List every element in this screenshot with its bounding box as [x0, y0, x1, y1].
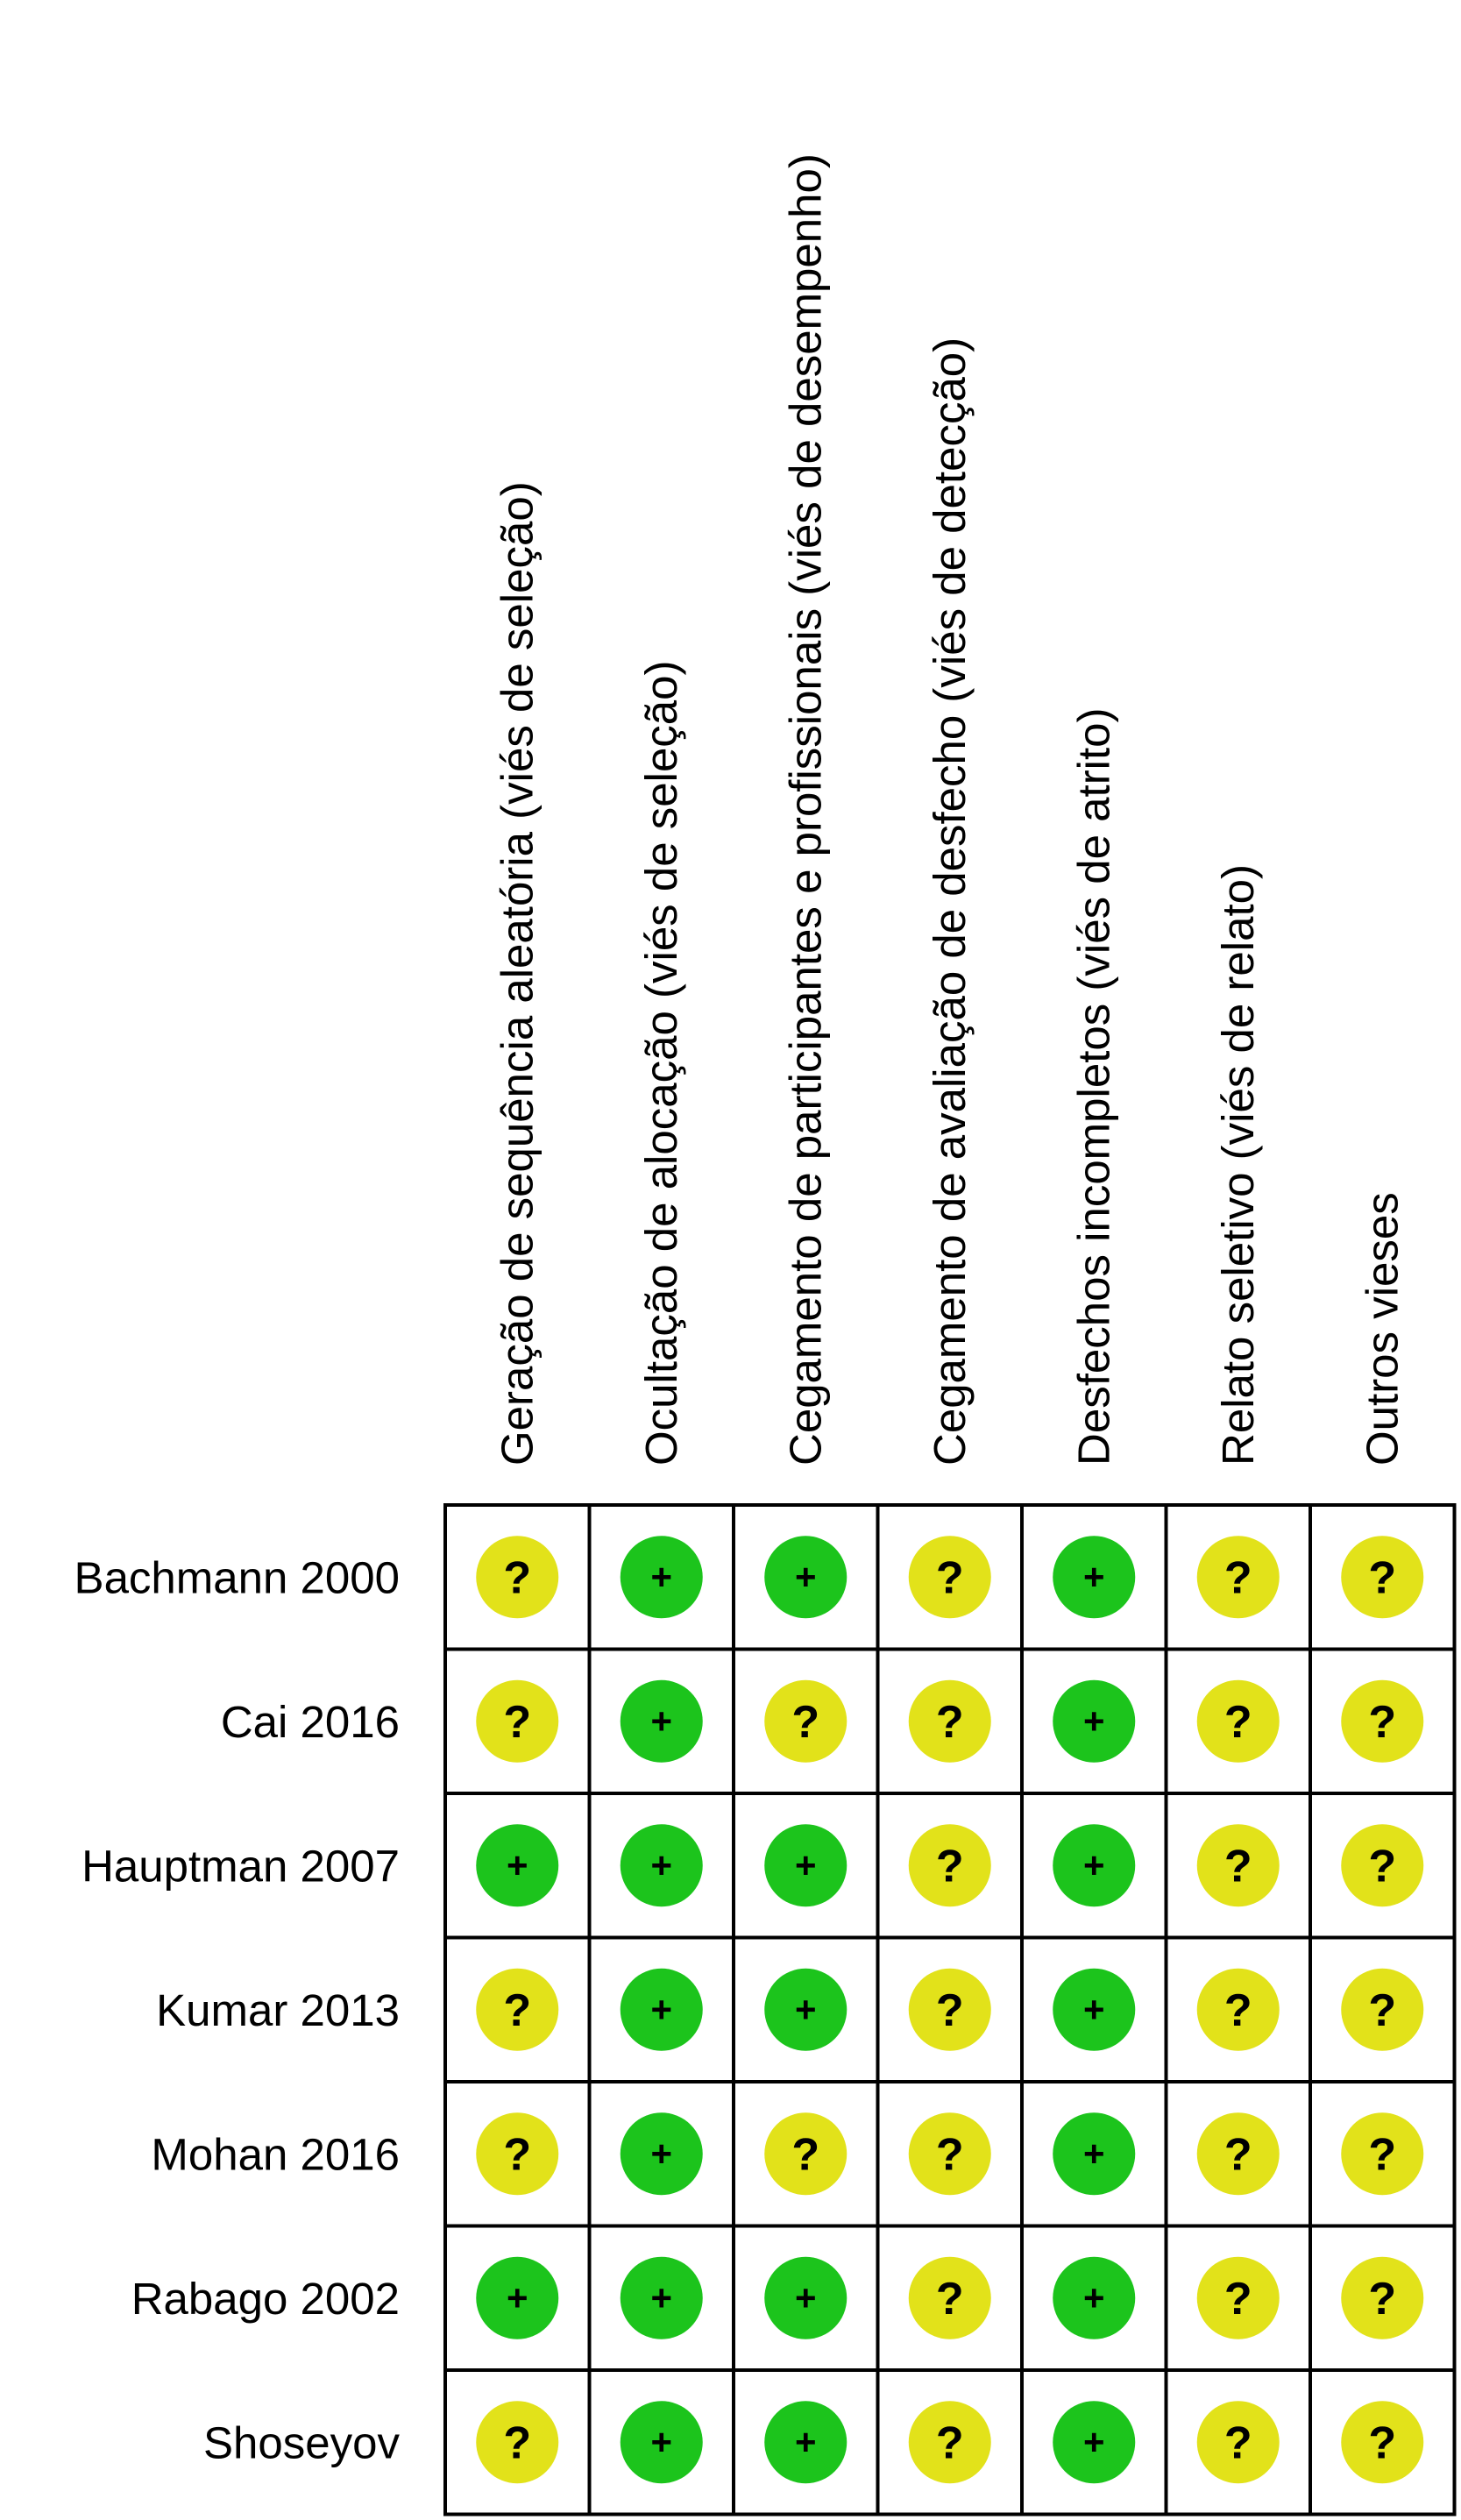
row-label-4: Kumar 2013	[156, 1984, 400, 2035]
low-risk-mark	[621, 1824, 703, 1906]
low-risk-mark	[621, 1680, 703, 1763]
risk-symbol: +	[1082, 1700, 1105, 1742]
risk-symbol: +	[650, 1844, 673, 1886]
risk-symbol: ?	[1223, 1984, 1252, 2036]
low-risk-mark	[764, 1969, 847, 2051]
risk-symbol: +	[650, 1988, 673, 2030]
unclear-risk-mark	[909, 2257, 991, 2339]
risk-symbol: ?	[503, 2129, 532, 2181]
column-label-3: Cegamento de participantes e profissionais (viés de desempenho)	[780, 153, 831, 1466]
low-risk-mark	[476, 1824, 558, 1906]
risk-symbol: +	[650, 2421, 673, 2463]
risk-symbol: ?	[1223, 2273, 1252, 2325]
column-label-6: Relato seletivo (viés de relato)	[1212, 864, 1263, 1466]
unclear-risk-mark	[909, 1536, 991, 1618]
unclear-risk-mark	[476, 1536, 558, 1618]
unclear-risk-mark	[1341, 2257, 1423, 2339]
risk-symbol: ?	[1223, 2129, 1252, 2181]
low-risk-mark	[1053, 1969, 1135, 2051]
unclear-risk-mark	[909, 1680, 991, 1763]
unclear-risk-mark	[909, 2401, 991, 2483]
risk-symbol: +	[650, 2133, 673, 2175]
risk-symbol: +	[506, 2276, 528, 2318]
risk-symbol: +	[1082, 1988, 1105, 2030]
risk-symbol: ?	[1368, 2129, 1397, 2181]
risk-symbol: ?	[503, 1552, 532, 1604]
risk-symbol: +	[650, 1556, 673, 1598]
risk-symbol: +	[506, 1844, 528, 1886]
column-label-2: Ocultação de alocação (viés de seleção)	[635, 660, 686, 1466]
low-risk-mark	[621, 1536, 703, 1618]
risk-symbol: ?	[935, 2129, 964, 2181]
risk-symbol: ?	[935, 2417, 964, 2469]
risk-symbol: +	[794, 2421, 817, 2463]
unclear-risk-mark	[764, 1680, 847, 1763]
risk-symbol: +	[794, 2276, 817, 2318]
low-risk-mark	[1053, 2401, 1135, 2483]
risk-symbol: ?	[1368, 2417, 1397, 2469]
risk-symbol: +	[650, 1700, 673, 1742]
unclear-risk-mark	[1197, 2401, 1280, 2483]
risk-symbol: ?	[1368, 2273, 1397, 2325]
low-risk-mark	[1053, 2257, 1135, 2339]
unclear-risk-mark	[476, 2401, 558, 2483]
low-risk-mark	[621, 2257, 703, 2339]
unclear-risk-mark	[1197, 1824, 1280, 1906]
risk-symbol: ?	[503, 1984, 532, 2036]
unclear-risk-mark	[476, 1969, 558, 2051]
low-risk-mark	[476, 2257, 558, 2339]
low-risk-mark	[1053, 1536, 1135, 1618]
unclear-risk-mark	[909, 2112, 991, 2195]
risk-symbol: ?	[791, 2129, 820, 2181]
risk-symbol: ?	[1223, 1696, 1252, 1748]
risk-symbol: ?	[791, 1696, 820, 1748]
risk-symbol: +	[794, 1844, 817, 1886]
row-labels	[74, 1552, 401, 2467]
low-risk-mark	[764, 1824, 847, 1906]
row-label-5: Mohan 2016	[151, 2129, 400, 2180]
low-risk-mark	[621, 2401, 703, 2483]
risk-symbol: ?	[1223, 2417, 1252, 2469]
unclear-risk-mark	[1341, 1536, 1423, 1618]
row-label-6: Rabago 2002	[131, 2273, 400, 2324]
risk-symbol: ?	[503, 2417, 532, 2469]
risk-symbol: ?	[1368, 1552, 1397, 1604]
risk-symbol: ?	[1368, 1984, 1397, 2036]
risk-symbol: ?	[935, 1984, 964, 2036]
unclear-risk-mark	[476, 1680, 558, 1763]
unclear-risk-mark	[1341, 2112, 1423, 2195]
risk-symbol: +	[1082, 2133, 1105, 2175]
unclear-risk-mark	[476, 2112, 558, 2195]
risk-symbol: +	[794, 1556, 817, 1598]
unclear-risk-mark	[1341, 1680, 1423, 1763]
unclear-risk-mark	[909, 1824, 991, 1906]
risk-symbol: +	[1082, 1556, 1105, 1598]
unclear-risk-mark	[1197, 1680, 1280, 1763]
risk-symbol: ?	[1223, 1841, 1252, 1892]
low-risk-mark	[764, 2401, 847, 2483]
column-label-4: Cegamento de avaliação de desfecho (viés de detecção)	[924, 337, 975, 1466]
risk-symbol: +	[794, 1988, 817, 2030]
unclear-risk-mark	[764, 2112, 847, 2195]
column-label-5: Desfechos incompletos (viés de atrito)	[1068, 707, 1119, 1466]
low-risk-mark	[764, 1536, 847, 1618]
column-labels	[492, 153, 1407, 1466]
row-label-2: Cai 2016	[220, 1696, 400, 1747]
low-risk-mark	[1053, 1680, 1135, 1763]
unclear-risk-mark	[1197, 2112, 1280, 2195]
low-risk-mark	[764, 2257, 847, 2339]
risk-symbol: ?	[1368, 1696, 1397, 1748]
risk-symbol: ?	[935, 2273, 964, 2325]
column-label-7: Outros vieses	[1357, 1192, 1408, 1466]
risk-symbol: ?	[935, 1552, 964, 1604]
risk-symbol: +	[1082, 2421, 1105, 2463]
unclear-risk-mark	[1341, 1824, 1423, 1906]
unclear-risk-mark	[1341, 1969, 1423, 2051]
unclear-risk-mark	[1197, 1969, 1280, 2051]
risk-symbol: ?	[935, 1696, 964, 1748]
column-label-1: Geração de sequência aleatória (viés de seleção)	[492, 481, 543, 1466]
row-label-3: Hauptman 2007	[82, 1841, 400, 1892]
risk-symbol: ?	[1368, 1841, 1397, 1892]
unclear-risk-mark	[909, 1969, 991, 2051]
unclear-risk-mark	[1197, 2257, 1280, 2339]
risk-symbol: ?	[935, 1841, 964, 1892]
low-risk-mark	[621, 2112, 703, 2195]
low-risk-mark	[1053, 1824, 1135, 1906]
low-risk-mark	[1053, 2112, 1135, 2195]
row-label-1: Bachmann 2000	[74, 1552, 400, 1603]
risk-symbol: +	[650, 2276, 673, 2318]
low-risk-mark	[621, 1969, 703, 2051]
unclear-risk-mark	[1197, 1536, 1280, 1618]
risk-symbol: +	[1082, 1844, 1105, 1886]
risk-symbol: ?	[503, 1696, 532, 1748]
unclear-risk-mark	[1341, 2401, 1423, 2483]
risk-symbol: ?	[1223, 1552, 1252, 1604]
risk-symbol: +	[1082, 2276, 1105, 2318]
row-label-7: Shoseyov	[203, 2417, 400, 2468]
